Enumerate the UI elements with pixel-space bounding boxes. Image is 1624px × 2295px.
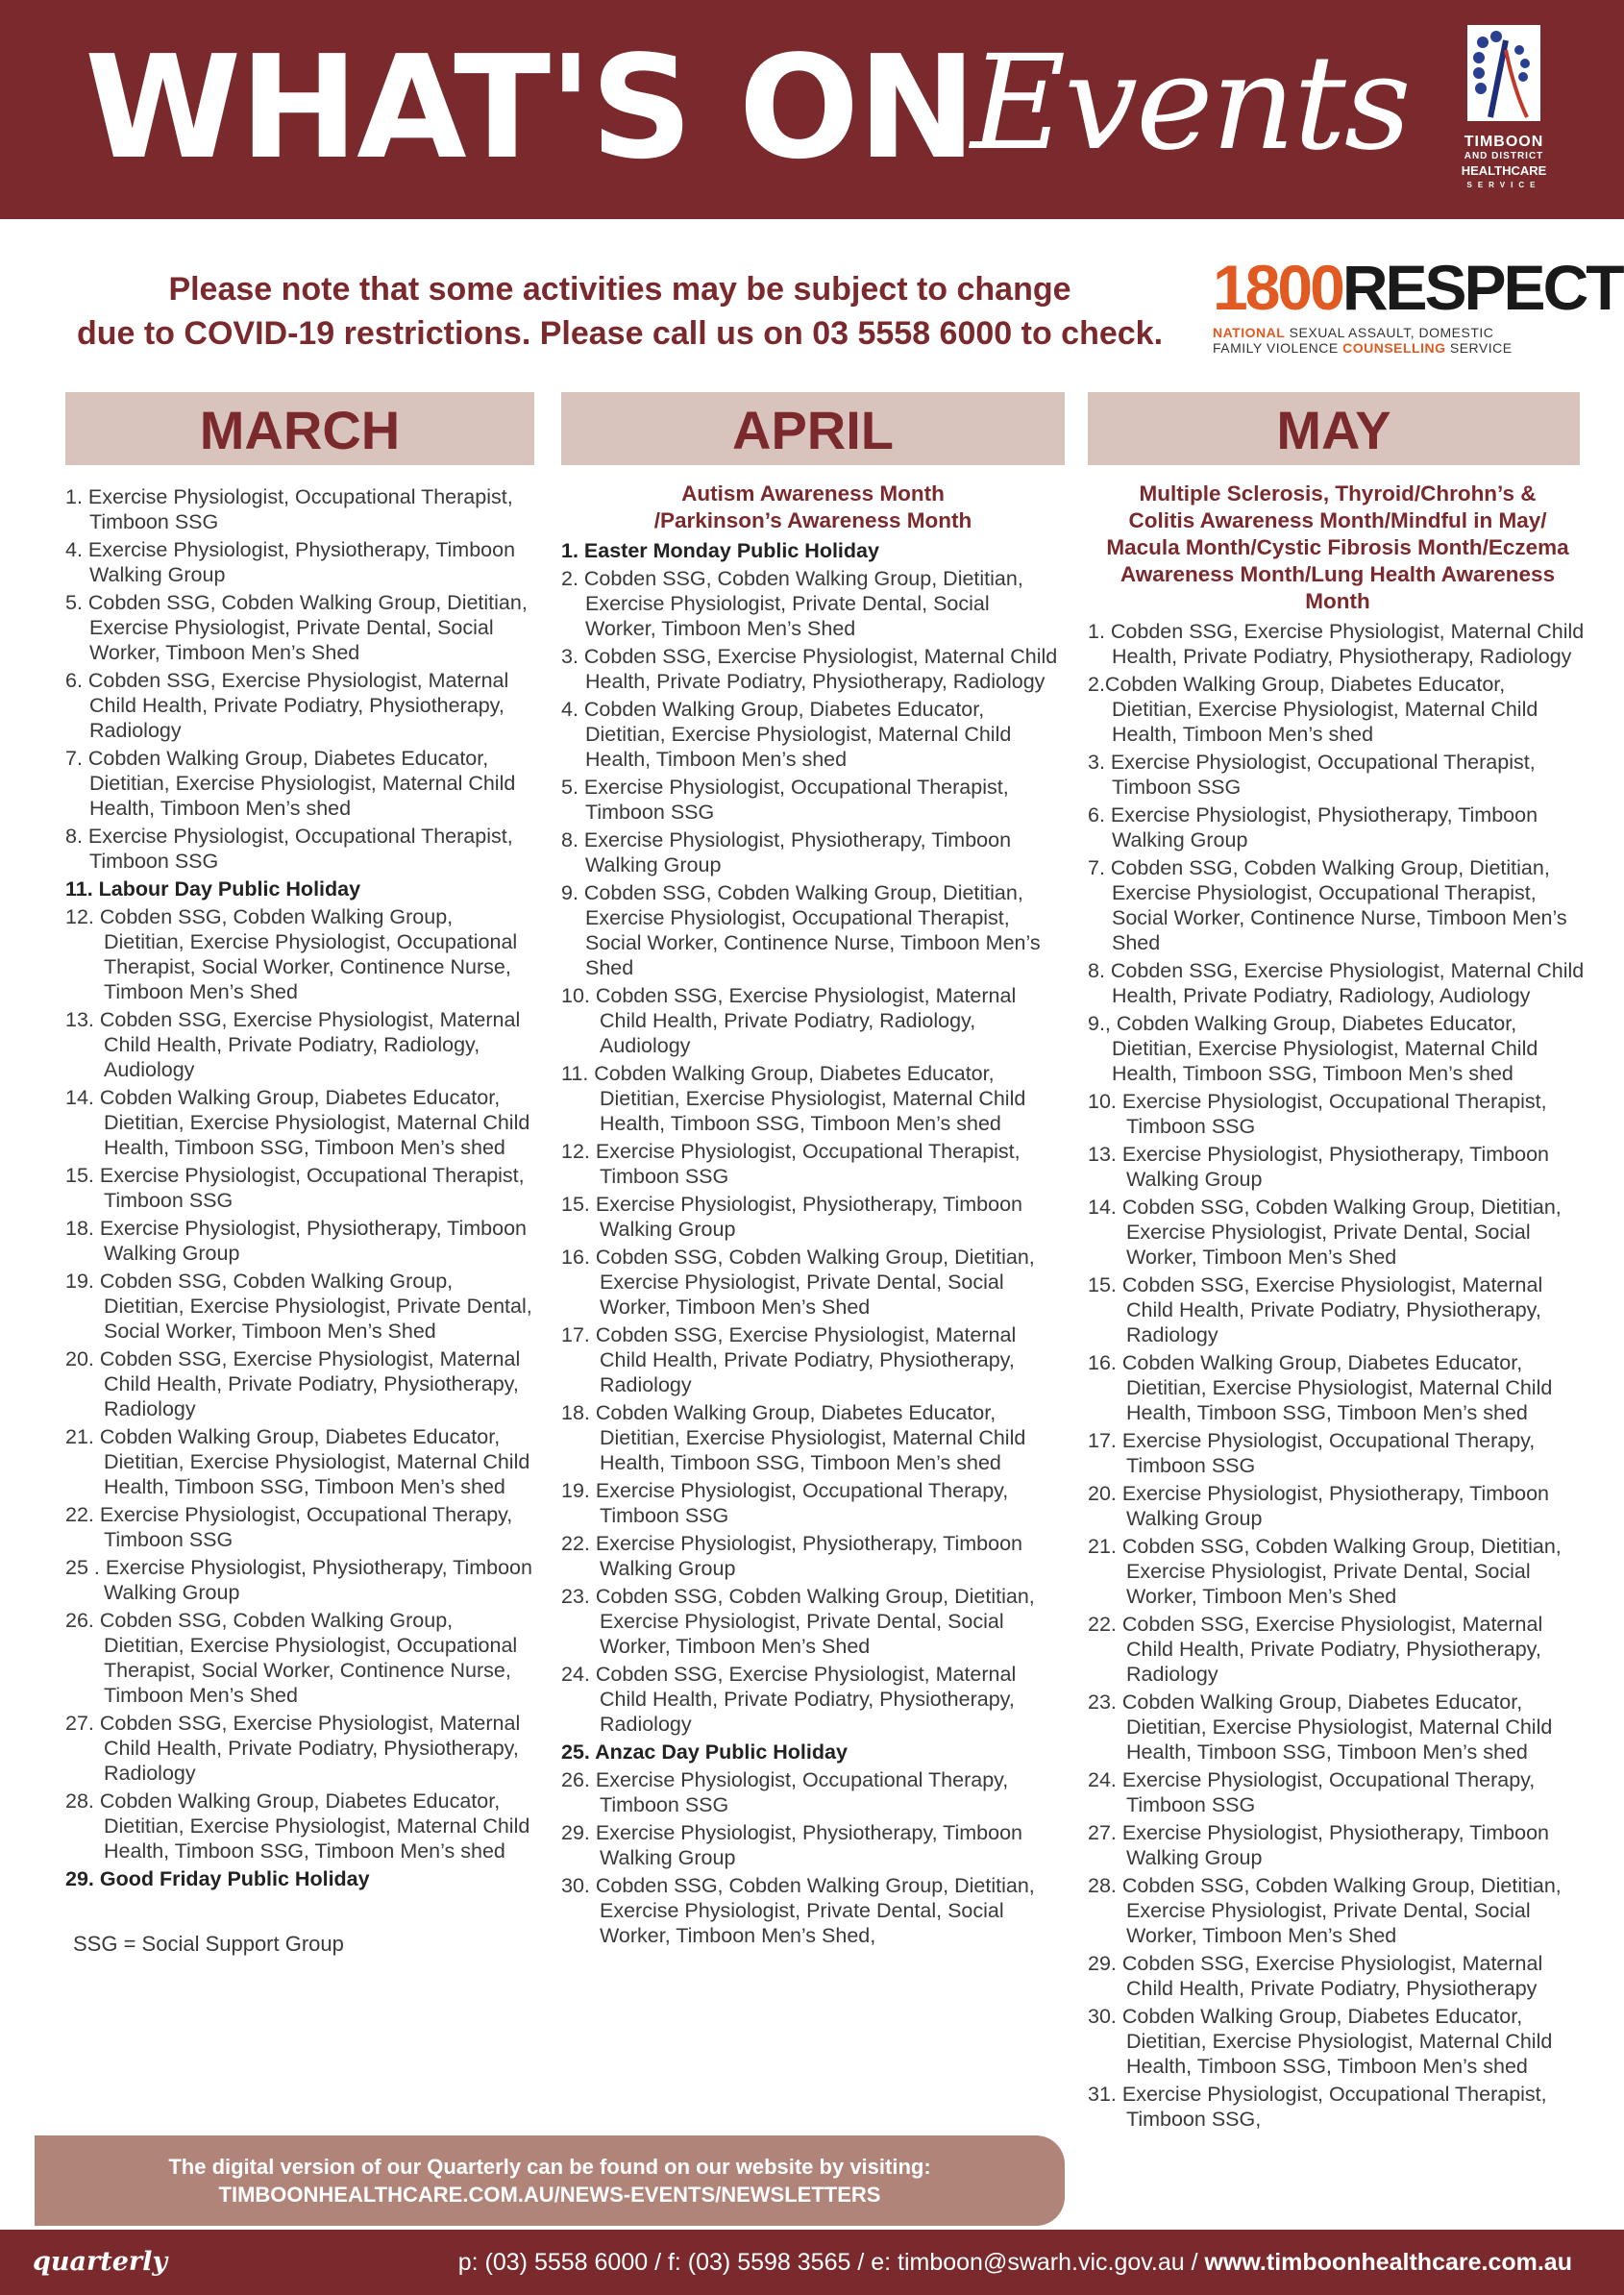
event-item: 19. Cobden SSG, Cobden Walking Group, Dietitian, Exercise Physiologist, Private Dental, Social Worker, Timboon Men’s Shed xyxy=(65,1270,532,1343)
event-item: 8. Exercise Physiologist, Physiotherapy, Timboon Walking Group xyxy=(561,828,1012,876)
may-subtitle-line3: Macula Month/Cystic Fibrosis Month/Eczema xyxy=(1106,535,1569,559)
event-item: 17. Exercise Physiologist, Occupational Therapy, Timboon SSG xyxy=(1088,1429,1536,1477)
digital-line1: The digital version of our Quarterly can be found on our website by visiting: xyxy=(168,2155,931,2179)
may-awareness-subtitle xyxy=(1088,481,1587,615)
page-title: WHAT'S ON xyxy=(85,25,975,190)
logo-line3: HEALTHCARE xyxy=(1461,163,1547,178)
event-item: 22. Exercise Physiologist, Occupational Therapy, Timboon SSG xyxy=(65,1503,513,1551)
event-item: 4. Exercise Physiologist, Physiotherapy, Timboon Walking Group xyxy=(65,538,516,586)
event-item: 12. Exercise Physiologist, Occupational Therapist, Timboon SSG xyxy=(561,1140,1021,1188)
may-subtitle-line2: Colitis Awareness Month/Mindful in May/ xyxy=(1128,508,1547,532)
event-item: 7. Cobden Walking Group, Diabetes Educator, Dietitian, Exercise Physiologist, Maternal Child Health, Timboon Men’s shed xyxy=(65,747,516,820)
event-item: 30. Cobden Walking Group, Diabetes Educator, Dietitian, Exercise Physiologist, Maternal Child Health, Timboon SSG, Timboon Men’s shed xyxy=(1088,2005,1553,2078)
event-item: 29. Cobden SSG, Exercise Physiologist, Maternal Child Health, Private Podiatry, Physiotherapy xyxy=(1088,1952,1543,2000)
event-item: 6. Cobden SSG, Exercise Physiologist, Maternal Child Health, Private Podiatry, Physiotherapy, Radiology xyxy=(65,669,509,742)
event-item: 10. Exercise Physiologist, Occupational Therapist, Timboon SSG xyxy=(1088,1090,1547,1138)
event-item: 15. Cobden SSG, Exercise Physiologist, Maternal Child Health, Private Podiatry, Physiotherapy, Radiology xyxy=(1088,1273,1543,1346)
event-item: 28. Cobden SSG, Cobden Walking Group, Dietitian, Exercise Physiologist, Private Dental, Social Worker, Timboon Men’s Shed xyxy=(1088,1874,1562,1947)
event-item: 21. Cobden SSG, Cobden Walking Group, Dietitian, Exercise Physiologist, Private Dental, Social Worker, Timboon Men’s Shed xyxy=(1088,1535,1562,1608)
timboon-logo xyxy=(1446,21,1562,204)
respect-sub-line2-start: FAMILY VIOLENCE xyxy=(1213,340,1343,356)
timboon-logo-icon xyxy=(1446,21,1562,132)
event-item: 2. Cobden SSG, Cobden Walking Group, Dietitian, Exercise Physiologist, Private Dental, Social Worker, Timboon Men’s Shed xyxy=(561,567,1023,640)
event-item: 10. Cobden SSG, Exercise Physiologist, Maternal Child Health, Private Podiatry, Radiology, Audiology xyxy=(561,984,1017,1057)
event-item: 23. Cobden SSG, Cobden Walking Group, Dietitian, Exercise Physiologist, Private Dental, Social Worker, Timboon Men’s Shed xyxy=(561,1585,1035,1658)
march-events-list xyxy=(65,484,534,1891)
logo-line1: TIMBOON xyxy=(1464,134,1544,150)
newsletters-link[interactable]: TIMBOONHEALTHCARE.COM.AU/NEWS-EVENTS/NEWSLETTERS xyxy=(218,2183,881,2207)
event-item: 12. Cobden SSG, Cobden Walking Group, Dietitian, Exercise Physiologist, Occupational Therapist, Social Worker, Continence Nurse, Timboon Men’s Shed xyxy=(65,905,518,1003)
public-holiday-item: 29. Good Friday Public Holiday xyxy=(65,1867,370,1890)
event-item: 22. Exercise Physiologist, Physiotherapy, Timboon Walking Group xyxy=(561,1532,1023,1580)
event-item: 27. Exercise Physiologist, Physiotherapy, Timboon Walking Group xyxy=(1088,1821,1550,1869)
may-subtitle-line5: Month xyxy=(1305,589,1370,613)
event-item: 8. Exercise Physiologist, Occupational Therapist, Timboon SSG xyxy=(65,825,513,873)
public-holiday-item: 25. Anzac Day Public Holiday xyxy=(561,1740,848,1764)
event-item: 25 . Exercise Physiologist, Physiotherapy, Timboon Walking Group xyxy=(65,1556,532,1604)
digital-version-banner xyxy=(35,2135,1065,2226)
header-banner xyxy=(0,0,1624,219)
april-subtitle-line2: /Parkinson’s Awareness Month xyxy=(653,508,972,532)
respect-sub-bold1: NATIONAL xyxy=(1213,325,1286,340)
event-item: 5. Cobden SSG, Cobden Walking Group, Dietitian, Exercise Physiologist, Private Dental, Social Worker, Timboon Men’s Shed xyxy=(65,591,528,664)
event-item: 17. Cobden SSG, Exercise Physiologist, Maternal Child Health, Private Podiatry, Physiotherapy, Radiology xyxy=(561,1323,1017,1396)
ssg-footnote: SSG = Social Support Group xyxy=(73,1932,344,1956)
event-item: 5. Exercise Physiologist, Occupational Therapist, Timboon SSG xyxy=(561,776,1009,824)
event-item: 24. Cobden SSG, Exercise Physiologist, Maternal Child Health, Private Podiatry, Physiotherapy, Radiology xyxy=(561,1663,1017,1736)
respect-sub-bold2: COUNSELLING xyxy=(1342,340,1446,356)
contact-details xyxy=(458,2249,1572,2277)
event-item: 13. Exercise Physiologist, Physiotherapy, Timboon Walking Group xyxy=(1088,1143,1550,1191)
respect-word: RESPECT xyxy=(1341,252,1622,323)
logo-line4: SERVICE xyxy=(1466,181,1541,189)
page-title-script: Events xyxy=(971,28,1410,180)
notice-line1: Please note that some activities may be subject to change xyxy=(168,271,1071,308)
event-item: 9. Cobden SSG, Cobden Walking Group, Dietitian, Exercise Physiologist, Occupational Therapist, Social Worker, Continence Nurse, Timboon Men’s Shed xyxy=(561,881,1041,979)
event-item: 6. Exercise Physiologist, Physiotherapy, Timboon Walking Group xyxy=(1088,803,1538,851)
event-item: 26. Cobden SSG, Cobden Walking Group, Dietitian, Exercise Physiologist, Occupational Therapist, Social Worker, Continence Nurse, Timboon Men’s Shed xyxy=(65,1609,518,1707)
event-item: 8. Cobden SSG, Exercise Physiologist, Maternal Child Health, Private Podiatry, Radiology, Audiology xyxy=(1088,959,1585,1007)
website-link[interactable]: www.timboonhealthcare.com.au xyxy=(1204,2249,1572,2276)
event-item: 4. Cobden Walking Group, Diabetes Educator, Dietitian, Exercise Physiologist, Maternal Child Health, Timboon Men’s shed xyxy=(561,698,1012,771)
event-item: 20. Exercise Physiologist, Physiotherapy, Timboon Walking Group xyxy=(1088,1482,1550,1530)
event-item: 22. Cobden SSG, Exercise Physiologist, Maternal Child Health, Private Podiatry, Physiotherapy, Radiology xyxy=(1088,1613,1543,1686)
may-heading: MAY xyxy=(1088,392,1580,465)
event-item: 16. Cobden SSG, Cobden Walking Group, Dietitian, Exercise Physiologist, Private Dental, Social Worker, Timboon Men’s Shed xyxy=(561,1246,1035,1319)
public-holiday-item: 1. Easter Monday Public Holiday xyxy=(561,539,879,562)
respect-sub-line2-end: SERVICE xyxy=(1445,340,1513,356)
column-april xyxy=(561,392,1065,1951)
event-item: 15. Exercise Physiologist, Occupational Therapist, Timboon SSG xyxy=(65,1164,525,1212)
event-item: 18. Cobden Walking Group, Diabetes Educator, Dietitian, Exercise Physiologist, Maternal Child Health, Timboon SSG, Timboon Men’s shed xyxy=(561,1401,1026,1474)
april-subtitle-line1: Autism Awareness Month xyxy=(681,481,945,506)
1800respect-logo xyxy=(1213,252,1622,356)
event-item: 9., Cobden Walking Group, Diabetes Educator, Dietitian, Exercise Physiologist, Maternal Child Health, Timboon SSG, Timboon Men’s shed xyxy=(1088,1012,1538,1085)
event-item: 23. Cobden Walking Group, Diabetes Educator, Dietitian, Exercise Physiologist, Maternal Child Health, Timboon SSG, Timboon Men’s shed xyxy=(1088,1690,1553,1764)
event-item: 27. Cobden SSG, Exercise Physiologist, Maternal Child Health, Private Podiatry, Physiotherapy, Radiology xyxy=(65,1712,521,1785)
contact-line: p: (03) 5558 6000 / f: (03) 5598 3565 / e: timboon@swarh.vic.gov.au / xyxy=(457,2249,1198,2276)
covid-notice xyxy=(58,267,1182,356)
may-subtitle-line1: Multiple Sclerosis, Thyroid/Chrohn’s & xyxy=(1139,481,1537,506)
event-item: 19. Exercise Physiologist, Occupational Therapy, Timboon SSG xyxy=(561,1479,1009,1527)
event-item: 21. Cobden Walking Group, Diabetes Educator, Dietitian, Exercise Physiologist, Maternal Child Health, Timboon SSG, Timboon Men’s shed xyxy=(65,1425,530,1498)
respect-number: 1800 xyxy=(1213,252,1342,323)
event-item: 3. Cobden SSG, Exercise Physiologist, Maternal Child Health, Private Podiatry, Physiotherapy, Radiology xyxy=(561,645,1058,693)
logo-line2: AND DISTRICT xyxy=(1464,151,1544,161)
april-awareness-subtitle xyxy=(561,481,1065,534)
column-may xyxy=(1088,392,1587,2135)
footer-bar xyxy=(0,2230,1624,2295)
event-item: 30. Cobden SSG, Cobden Walking Group, Dietitian, Exercise Physiologist, Private Dental, Social Worker, Timboon Men’s Shed, xyxy=(561,1874,1035,1947)
event-item: 29. Exercise Physiologist, Physiotherapy, Timboon Walking Group xyxy=(561,1821,1023,1869)
quarterly-brand: quarterly xyxy=(33,2247,168,2277)
respect-subtitle xyxy=(1213,325,1559,356)
event-item: 13. Cobden SSG, Exercise Physiologist, Maternal Child Health, Private Podiatry, Radiology, Audiology xyxy=(65,1008,521,1081)
may-events-list xyxy=(1088,619,1587,2132)
event-item: 18. Exercise Physiologist, Physiotherapy, Timboon Walking Group xyxy=(65,1217,528,1265)
event-item: 24. Exercise Physiologist, Occupational Therapy, Timboon SSG xyxy=(1088,1768,1536,1816)
event-item: 16. Cobden Walking Group, Diabetes Educator, Dietitian, Exercise Physiologist, Maternal Child Health, Timboon SSG, Timboon Men’s shed xyxy=(1088,1351,1553,1424)
event-item: 20. Cobden SSG, Exercise Physiologist, Maternal Child Health, Private Podiatry, Physiotherapy, Radiology xyxy=(65,1347,521,1420)
event-item: 15. Exercise Physiologist, Physiotherapy, Timboon Walking Group xyxy=(561,1193,1023,1241)
public-holiday-item: 11. Labour Day Public Holiday xyxy=(65,877,361,901)
march-heading: MARCH xyxy=(65,392,534,465)
event-item: 31. Exercise Physiologist, Occupational Therapist, Timboon SSG, xyxy=(1088,2083,1547,2131)
event-item: 28. Cobden Walking Group, Diabetes Educator, Dietitian, Exercise Physiologist, Maternal Child Health, Timboon SSG, Timboon Men’s shed xyxy=(65,1789,530,1863)
event-item: 26. Exercise Physiologist, Occupational Therapy, Timboon SSG xyxy=(561,1768,1009,1816)
event-item: 7. Cobden SSG, Cobden Walking Group, Dietitian, Exercise Physiologist, Occupational Therapist, Social Worker, Continence Nurse, Timboon Men’s Shed xyxy=(1088,856,1567,954)
april-heading: APRIL xyxy=(561,392,1065,465)
event-item: 2.Cobden Walking Group, Diabetes Educator, Dietitian, Exercise Physiologist, Maternal Child Health, Timboon Men’s shed xyxy=(1088,673,1538,746)
event-item: 14. Cobden SSG, Cobden Walking Group, Dietitian, Exercise Physiologist, Private Dental, Social Worker, Timboon Men’s Shed xyxy=(1088,1196,1562,1269)
event-item: 1. Cobden SSG, Exercise Physiologist, Maternal Child Health, Private Podiatry, Physiotherapy, Radiology xyxy=(1088,620,1585,668)
event-item: 1. Exercise Physiologist, Occupational Therapist, Timboon SSG xyxy=(65,485,513,533)
may-subtitle-line4: Awareness Month/Lung Health Awareness xyxy=(1120,562,1556,586)
april-events-list xyxy=(561,538,1065,1948)
event-item: 3. Exercise Physiologist, Occupational Therapist, Timboon SSG xyxy=(1088,751,1536,799)
column-march xyxy=(65,392,534,1957)
respect-sub-line1: SEXUAL ASSAULT, DOMESTIC xyxy=(1285,325,1494,340)
event-item: 11. Cobden Walking Group, Diabetes Educator, Dietitian, Exercise Physiologist, Maternal Child Health, Timboon SSG, Timboon Men’s shed xyxy=(561,1062,1026,1135)
event-item: 14. Cobden Walking Group, Diabetes Educator, Dietitian, Exercise Physiologist, Maternal Child Health, Timboon SSG, Timboon Men’s shed xyxy=(65,1086,530,1159)
notice-line2: due to COVID-19 restrictions. Please call us on 03 5558 6000 to check. xyxy=(76,315,1164,352)
